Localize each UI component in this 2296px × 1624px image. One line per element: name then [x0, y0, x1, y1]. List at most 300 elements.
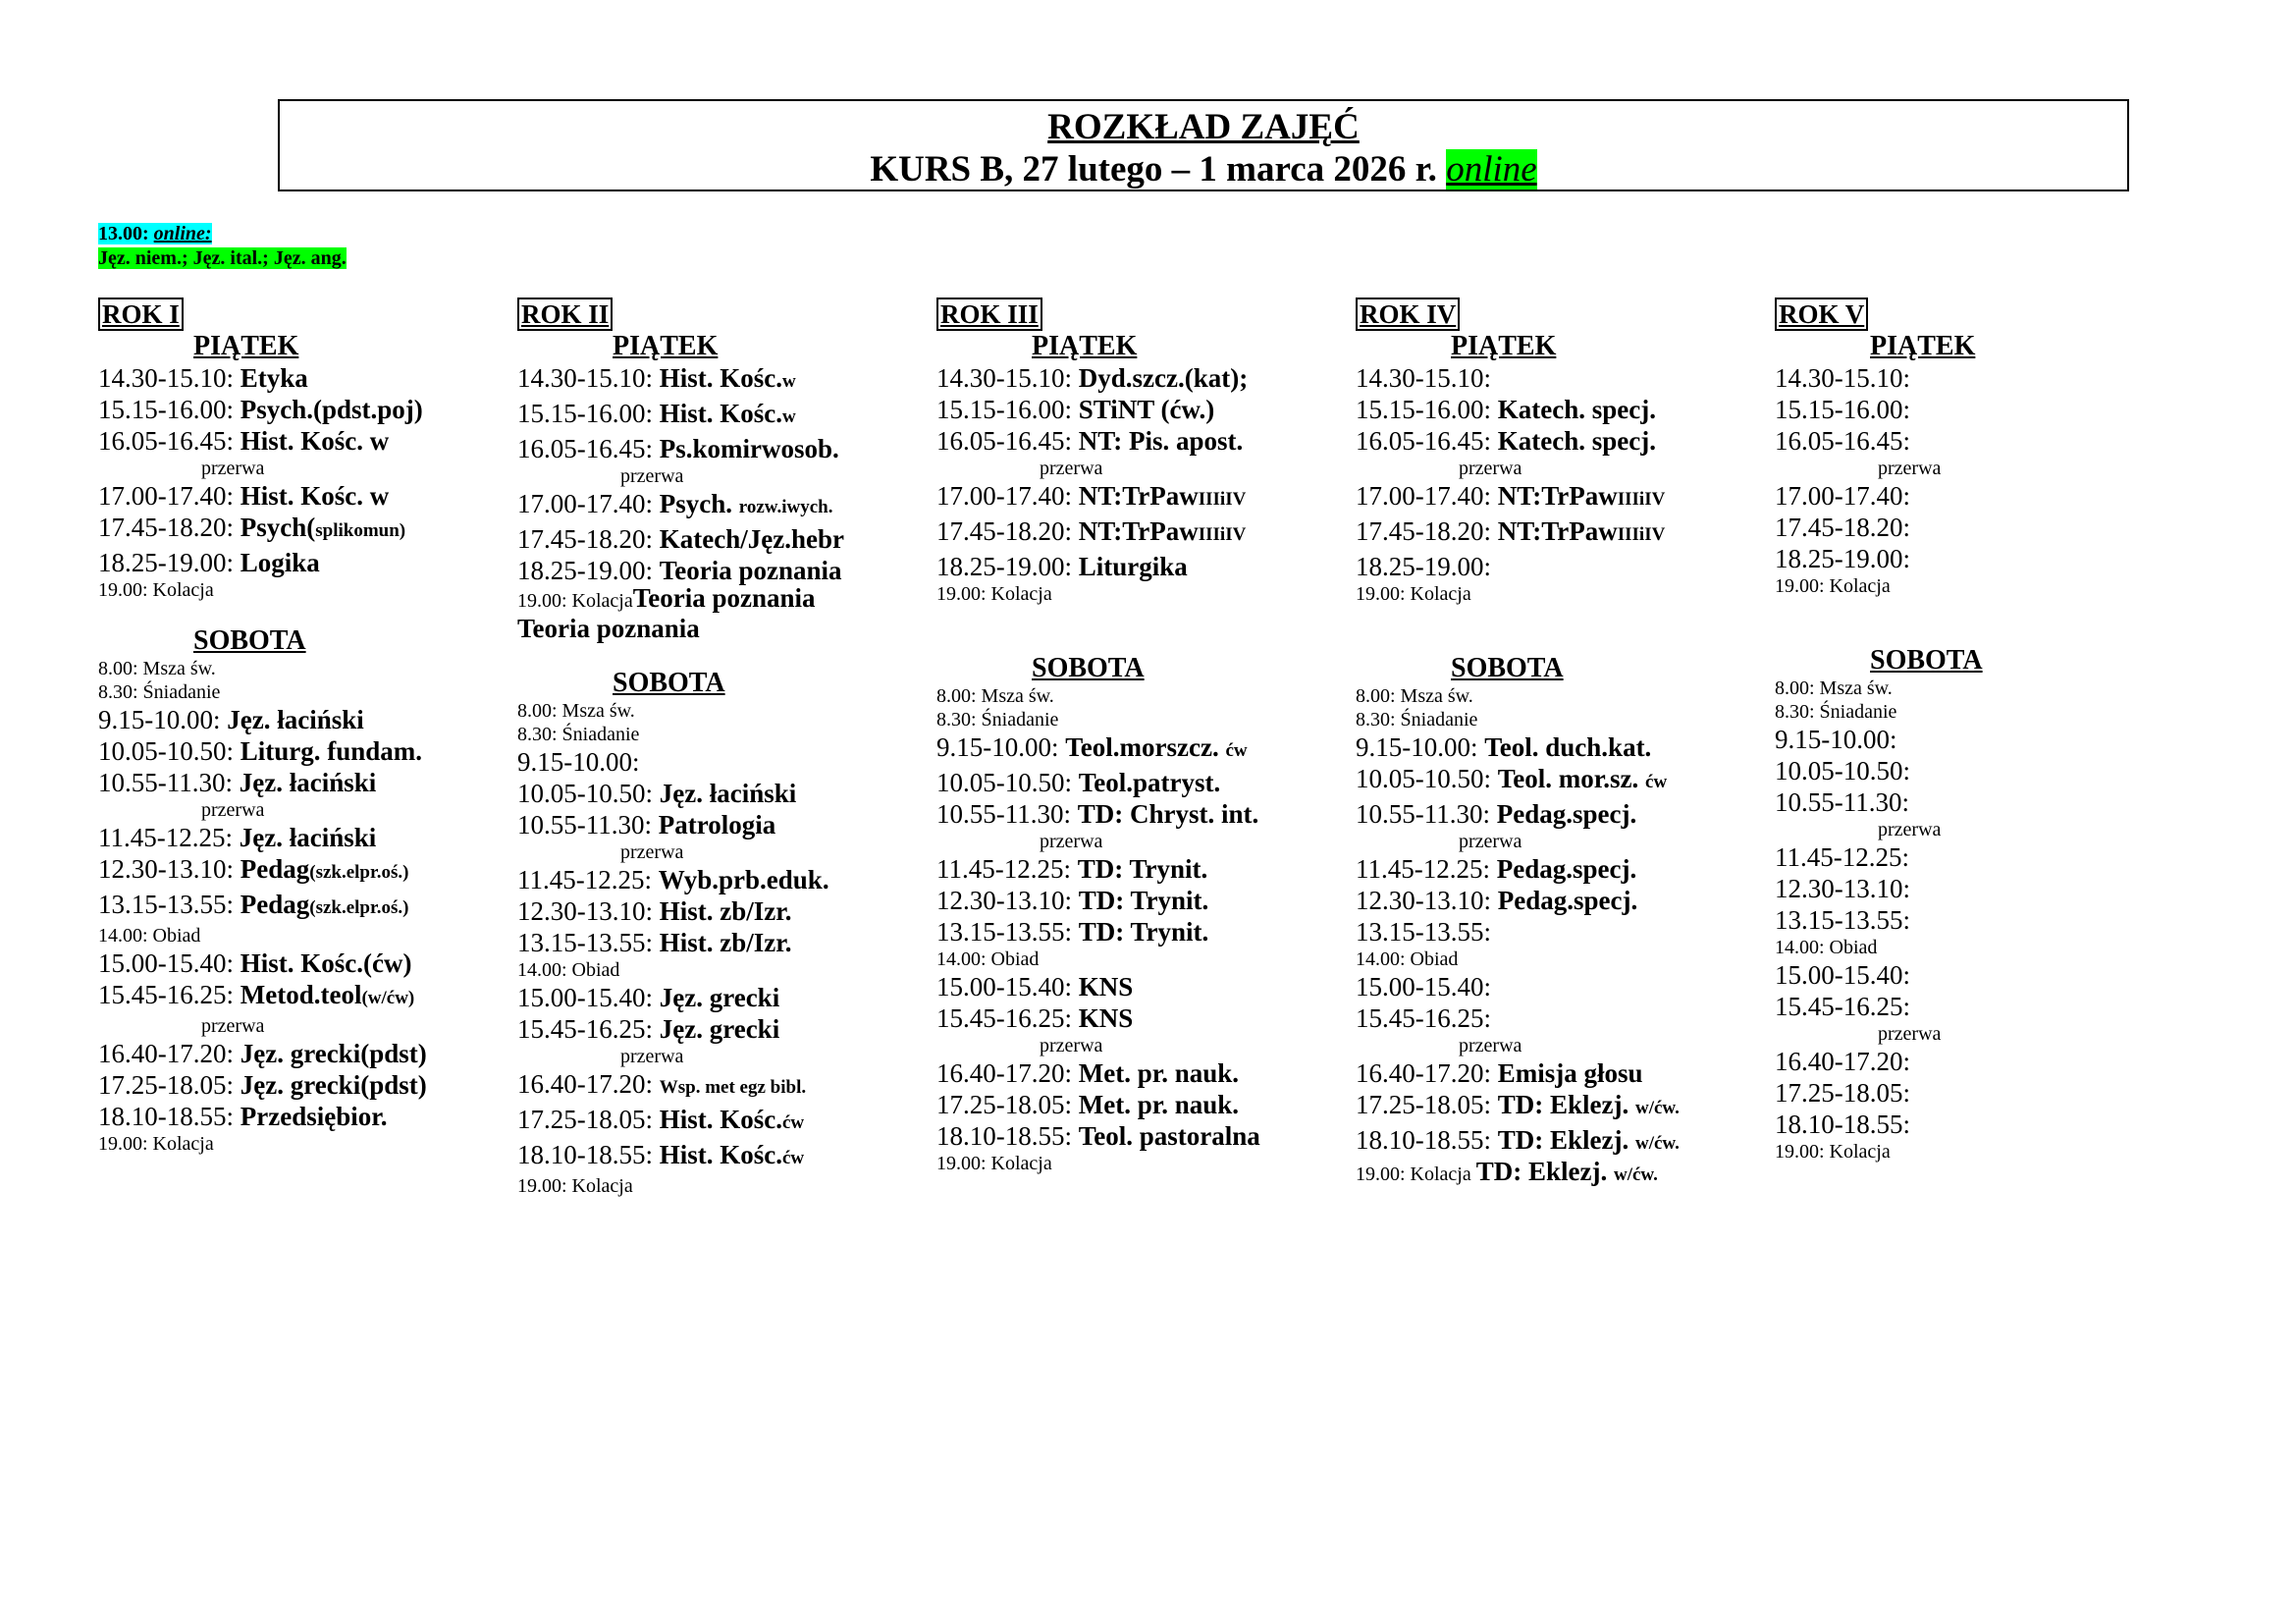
subject: Psych. rozw.iwych. [659, 489, 833, 518]
meal-row: 8.00: Msza św. [1775, 677, 1893, 699]
subject: Jęz. łaciński [239, 768, 377, 797]
break-row: przerwa [1040, 1035, 1103, 1056]
time-slot: 14.30-15.10: [98, 363, 240, 393]
time-slot: 13.15-13.55: [936, 917, 1079, 947]
time-slot: 12.30-13.10: [1356, 886, 1498, 915]
spacer [936, 629, 1349, 653]
subject-note: w/ćw. [1634, 1133, 1680, 1154]
time-slot: 16.40-17.20: [1775, 1047, 1910, 1076]
day-heading: SOBOTA [613, 668, 725, 698]
meal-row: 8.30: Śniadanie [517, 724, 640, 745]
day-heading: SOBOTA [1870, 645, 1983, 676]
schedule-row [936, 1120, 1349, 1152]
schedule-row [1775, 394, 2187, 425]
schedule-row [1775, 1077, 2187, 1109]
schedule-row [936, 480, 1349, 515]
year-label: ROK II [517, 298, 613, 331]
subject: Psych.(pdst.poj) [240, 395, 423, 424]
subject: KNS [1078, 972, 1134, 1001]
break-row: przerwa [1878, 1023, 1942, 1045]
meal-row: 8.30: Śniadanie [1775, 701, 1897, 723]
subject: Jęz. grecki [659, 983, 780, 1012]
schedule-row [98, 425, 510, 457]
schedule-row [98, 767, 510, 798]
time-slot: 17.00-17.40: [936, 481, 1079, 511]
day-heading: PIĄTEK [193, 331, 299, 361]
schedule-row [936, 394, 1349, 425]
schedule-row [1356, 971, 1768, 1002]
schedule-row [1775, 425, 2187, 457]
time-slot: 10.55-11.30: [517, 810, 659, 839]
page-subtitle [280, 148, 2127, 191]
subject: Katech/Jęz.hebr [659, 524, 844, 554]
subject: Emisja głosu [1497, 1058, 1643, 1088]
subject-note: ćw [1225, 740, 1248, 761]
break-row: przerwa [620, 841, 684, 863]
schedule-row [1775, 904, 2187, 936]
time-slot: 9.15-10.00: [98, 705, 228, 734]
day-heading: PIĄTEK [1032, 331, 1138, 361]
schedule-row [517, 778, 930, 809]
time-slot: 11.45-12.25: [1356, 854, 1497, 884]
schedule-row [517, 555, 930, 586]
title-box [278, 99, 2129, 191]
spacer [1775, 622, 2187, 645]
subject: Hist. Kośc.w [659, 399, 796, 428]
day-heading: PIĄTEK [613, 331, 719, 361]
subject: Jęz. łaciński [227, 705, 364, 734]
time-slot: 14.30-15.10: [1775, 363, 1910, 393]
schedule-row [517, 1104, 930, 1139]
subject: Jęz. łaciński [239, 823, 377, 852]
schedule-row [1775, 755, 2187, 786]
day-heading: SOBOTA [193, 625, 306, 656]
time-slot: 17.00-17.40: [98, 481, 240, 511]
time-slot: 10.05-10.50: [98, 736, 240, 766]
subject: Pedag(szk.elpr.oś.) [240, 890, 409, 919]
subject: STiNT (ćw.) [1078, 395, 1215, 424]
time-slot: 16.05-16.45: [1356, 426, 1498, 456]
schedule-row [98, 735, 510, 767]
online-note-label: online: [153, 223, 212, 244]
subtitle-text: KURS B, 27 lutego – 1 marca 2026 r. [870, 149, 1447, 189]
meal-row: 19.00: Kolacja [98, 579, 214, 601]
schedule-row [98, 394, 510, 425]
day-heading: PIĄTEK [1870, 331, 1976, 361]
schedule-row [517, 398, 930, 433]
schedule-row [1775, 480, 2187, 512]
schedule-row [936, 885, 1349, 916]
subject-note: ćw [1645, 772, 1668, 792]
schedule-row [98, 853, 510, 889]
subject: Katech. specj. [1497, 395, 1656, 424]
meal-row [517, 583, 930, 613]
schedule-row [1775, 1109, 2187, 1140]
time-slot: 13.15-13.55: [98, 890, 240, 919]
time-slot: 16.40-17.20: [517, 1069, 660, 1099]
schedule-row [517, 613, 930, 644]
time-slot: 15.45-16.25: [98, 980, 240, 1009]
online-note-time: 13.00: [98, 223, 149, 244]
schedule-row [936, 362, 1349, 394]
subject: NT:TrPawIIIiIV [1497, 516, 1666, 546]
subject: Etyka [240, 363, 308, 393]
schedule-row [98, 947, 510, 979]
schedule-row [936, 515, 1349, 551]
subject-note: ćw [782, 1148, 805, 1168]
time-slot: 18.10-18.55: [936, 1121, 1079, 1151]
schedule-row [1775, 543, 2187, 574]
schedule-row [98, 1101, 510, 1132]
subject-note: IIIiIV [1198, 524, 1247, 545]
spacer [517, 644, 930, 668]
time-slot: 10.05-10.50: [936, 768, 1079, 797]
subject: TD: Trynit. [1078, 917, 1209, 947]
time-slot: 10.55-11.30: [1775, 787, 1909, 817]
break-row: przerwa [1878, 819, 1942, 840]
subject: Liturg. fundam. [240, 736, 423, 766]
subject: Logika [240, 548, 320, 577]
break-row: przerwa [620, 465, 684, 487]
meal-text: 19.00: Kolacja [1356, 1164, 1476, 1185]
subject: Wyb.prb.eduk. [658, 865, 829, 894]
time-slot: 17.45-18.20: [517, 524, 660, 554]
schedule-row [1356, 551, 1768, 582]
schedule-row [1356, 916, 1768, 947]
subject: NT: Pis. apost. [1078, 426, 1244, 456]
schedule-row [1356, 1124, 1768, 1160]
time-slot: 9.15-10.00: [1356, 732, 1485, 762]
subject: Hist. Kośc.ćw [659, 1105, 805, 1134]
time-slot: 17.00-17.40: [517, 489, 660, 518]
time-slot: 15.15-16.00: [98, 395, 240, 424]
time-slot: 9.15-10.00: [1775, 725, 1897, 754]
year-label: ROK I [98, 298, 184, 331]
schedule-row [936, 971, 1349, 1002]
day-heading: SOBOTA [1451, 653, 1564, 683]
time-slot: 15.15-16.00: [1356, 395, 1498, 424]
schedule-row [1775, 991, 2187, 1022]
time-slot: 10.05-10.50: [1356, 764, 1498, 793]
subject: Pedag.specj. [1496, 854, 1637, 884]
schedule-row [1356, 515, 1768, 551]
meal-text: 19.00: Kolacja [517, 590, 633, 612]
subject: Met. pr. nauk. [1078, 1058, 1240, 1088]
year-label: ROK V [1775, 298, 1868, 331]
subject: Pedag.specj. [1497, 886, 1638, 915]
time-slot: 18.10-18.55: [1356, 1125, 1498, 1155]
time-slot: 17.45-18.20: [936, 516, 1079, 546]
meal-row: 19.00: Kolacja [936, 583, 1052, 605]
schedule-row [1775, 959, 2187, 991]
time-slot: 16.40-17.20: [936, 1058, 1079, 1088]
schedule-row [1775, 1046, 2187, 1077]
subject-note: (w/ćw) [361, 988, 415, 1008]
subject-note: Wsp. met egz bibl. [659, 1077, 807, 1098]
meal-row: 14.00: Obiad [1356, 948, 1459, 970]
time-slot: 17.00-17.40: [1356, 481, 1498, 511]
schedule-row [517, 864, 930, 895]
break-row: przerwa [201, 799, 265, 821]
schedule-row [936, 731, 1349, 767]
schedule-row [936, 551, 1349, 582]
time-slot: 11.45-12.25: [517, 865, 659, 894]
time-slot: 11.45-12.25: [98, 823, 240, 852]
schedule-row [1356, 1089, 1768, 1124]
spacer [936, 606, 1349, 629]
subject-note: IIIiIV [1198, 489, 1247, 510]
schedule-row [98, 704, 510, 735]
time-slot: 13.15-13.55: [1775, 905, 1910, 935]
time-slot: 17.45-18.20: [1356, 516, 1498, 546]
meal-row: 8.30: Śniadanie [936, 709, 1059, 731]
time-slot: 14.30-15.10: [936, 363, 1079, 393]
schedule-row [517, 982, 930, 1013]
schedule-row [98, 1069, 510, 1101]
subject: Pedag.specj. [1496, 799, 1637, 829]
subject: TD: Eklezj. w/ćw. [1475, 1157, 1658, 1186]
break-row: przerwa [1459, 831, 1522, 852]
time-slot: 15.45-16.25: [936, 1003, 1079, 1033]
subject-note: (szk.elpr.oś.) [309, 862, 409, 883]
time-slot: 16.05-16.45: [98, 426, 240, 456]
day-heading: PIĄTEK [1451, 331, 1557, 361]
break-row: przerwa [1040, 831, 1103, 852]
spacer [1775, 598, 2187, 622]
schedule-row [517, 362, 930, 398]
subject: Teol. mor.sz. ćw [1497, 764, 1668, 793]
subject: Hist. Kośc.(ćw) [240, 948, 412, 978]
subject: Jęz. grecki(pdst) [240, 1070, 427, 1100]
schedule-row [98, 512, 510, 547]
time-slot: 17.25-18.05: [98, 1070, 240, 1100]
time-slot: 11.45-12.25: [936, 854, 1078, 884]
time-slot: 13.15-13.55: [1356, 917, 1491, 947]
time-slot: 15.45-16.25: [1356, 1003, 1491, 1033]
meal-row: 19.00: Kolacja [98, 1133, 214, 1155]
subject-note: splikomun) [315, 520, 406, 541]
subject-note: (szk.elpr.oś.) [309, 897, 409, 918]
subject-note: w [782, 371, 796, 392]
time-slot: 14.30-15.10: [517, 363, 660, 393]
time-slot: 15.00-15.40: [936, 972, 1079, 1001]
schedule-row [936, 1089, 1349, 1120]
meal-row: 8.30: Śniadanie [98, 681, 221, 703]
time-slot: 15.00-15.40: [517, 983, 660, 1012]
meal-row: 8.00: Msza św. [517, 700, 635, 722]
schedule-row [98, 362, 510, 394]
subject: Teoria poznania [632, 583, 816, 613]
time-slot: 18.10-18.55: [1775, 1110, 1910, 1139]
schedule-row [517, 746, 930, 778]
subject: Metod.teol(w/ćw) [240, 980, 415, 1009]
subject: Ps.komirwosob. [659, 434, 839, 463]
subject-note: w/ćw. [1634, 1098, 1680, 1118]
subject: Jęz. grecki(pdst) [240, 1039, 427, 1068]
time-slot: 15.00-15.40: [1356, 972, 1491, 1001]
time-slot: 18.25-19.00: [1775, 544, 1910, 573]
schedule-row [1356, 798, 1768, 830]
year-label: ROK IV [1356, 298, 1460, 331]
subject: Teol. pastoralna [1078, 1121, 1260, 1151]
schedule-row [517, 433, 930, 464]
time-slot: 18.25-19.00: [98, 548, 240, 577]
schedule-row [936, 767, 1349, 798]
subject: Hist. Kośc.w [659, 363, 796, 393]
meal-row: 19.00: Kolacja [517, 1175, 633, 1197]
meal-row: 8.30: Śniadanie [1356, 709, 1478, 731]
subject: Katech. specj. [1497, 426, 1656, 456]
break-row: przerwa [1459, 458, 1522, 479]
schedule-row [936, 1002, 1349, 1034]
time-slot: 17.25-18.05: [517, 1105, 660, 1134]
schedule-row [1775, 841, 2187, 873]
break-row: przerwa [620, 1046, 684, 1067]
year-label: ROK III [936, 298, 1042, 331]
time-slot: 18.25-19.00: [936, 552, 1079, 581]
online-highlight: online [1446, 149, 1537, 189]
schedule-row [98, 889, 510, 924]
meal-row: 8.00: Msza św. [98, 658, 216, 679]
time-slot: 14.30-15.10: [1356, 363, 1491, 393]
schedule-row [517, 1139, 930, 1174]
schedule-row [517, 523, 930, 555]
break-row: przerwa [1040, 458, 1103, 479]
time-slot: 11.45-12.25: [1775, 842, 1909, 872]
schedule-row [1356, 731, 1768, 763]
time-slot: 17.25-18.05: [1356, 1090, 1498, 1119]
subject: Teoria poznania [517, 614, 700, 643]
time-slot: 18.10-18.55: [98, 1102, 240, 1131]
break-row: przerwa [201, 1015, 265, 1037]
schedule-row [1775, 873, 2187, 904]
time-slot: 9.15-10.00: [936, 732, 1066, 762]
subject: Hist. zb/Izr. [659, 928, 792, 957]
schedule-row [1356, 1057, 1768, 1089]
time-slot: 10.55-11.30: [936, 799, 1078, 829]
subject: KNS [1078, 1003, 1134, 1033]
year-column [936, 298, 1349, 1175]
time-slot: 18.25-19.00: [517, 556, 660, 585]
year-column [517, 298, 930, 1198]
schedule-row [936, 916, 1349, 947]
schedule-row [936, 853, 1349, 885]
meal-row: 14.00: Obiad [936, 948, 1040, 970]
subject: Patrologia [658, 810, 776, 839]
subject: Dyd.szcz.(kat); [1078, 363, 1249, 393]
schedule-row [1356, 1002, 1768, 1034]
time-slot: 15.45-16.25: [1775, 992, 1910, 1021]
time-slot: 17.45-18.20: [98, 513, 240, 542]
schedule-row [1356, 425, 1768, 457]
subject [660, 1069, 806, 1099]
time-slot: 16.40-17.20: [1356, 1058, 1498, 1088]
subject: Hist. zb/Izr. [659, 896, 792, 926]
subject-note: w/ćw. [1613, 1164, 1658, 1185]
subject: NT:TrPawIIIiIV [1497, 481, 1666, 511]
schedule-row [1775, 786, 2187, 818]
schedule-row [1775, 724, 2187, 755]
schedule-row [936, 798, 1349, 830]
subject: Met. pr. nauk. [1078, 1090, 1240, 1119]
time-slot: 10.55-11.30: [1356, 799, 1497, 829]
subject: Hist. Kośc.ćw [659, 1140, 805, 1169]
subject: Pedag(szk.elpr.oś.) [240, 854, 409, 884]
subject-note: w [782, 406, 796, 427]
time-slot: 13.15-13.55: [517, 928, 660, 957]
break-row: przerwa [1459, 1035, 1522, 1056]
subject-note: IIIiIV [1617, 489, 1666, 510]
subject: Psych(splikomun) [240, 513, 406, 542]
spacer [98, 602, 510, 625]
schedule-row [1356, 853, 1768, 885]
meal-row [1356, 1157, 1768, 1187]
meal-row: 14.00: Obiad [98, 925, 201, 947]
subject: TD: Eklezj. w/ćw. [1497, 1090, 1680, 1119]
break-row: przerwa [1878, 458, 1942, 479]
subject: Przedsiębior. [240, 1102, 388, 1131]
time-slot: 12.30-13.10: [1775, 874, 1910, 903]
schedule-row [517, 809, 930, 840]
meal-row: 14.00: Obiad [517, 959, 620, 981]
subject-note: rozw.iwych. [738, 497, 833, 517]
time-slot: 16.05-16.45: [936, 426, 1079, 456]
time-slot: 15.15-16.00: [1775, 395, 1910, 424]
time-slot: 15.15-16.00: [517, 399, 660, 428]
time-slot: 10.05-10.50: [1775, 756, 1910, 785]
meal-row: 8.00: Msza św. [936, 685, 1054, 707]
schedule-row [517, 488, 930, 523]
time-slot: 18.25-19.00: [1356, 552, 1491, 581]
meal-row: 8.00: Msza św. [1356, 685, 1473, 707]
meal-row: 19.00: Kolacja [1356, 583, 1471, 605]
online-note [98, 222, 347, 271]
time-slot: 12.30-13.10: [517, 896, 660, 926]
subject: Teol.morszcz. ćw [1065, 732, 1248, 762]
subject: TD: Trynit. [1078, 886, 1209, 915]
time-slot: 12.30-13.10: [98, 854, 240, 884]
schedule-row [517, 927, 930, 958]
page-title: ROZKŁAD ZAJĘĆ [1047, 107, 1360, 147]
subject: Jęz. grecki [659, 1014, 780, 1044]
schedule-row [98, 547, 510, 578]
year-column [1775, 298, 2187, 1164]
time-slot: 10.05-10.50: [517, 779, 660, 808]
time-slot: 9.15-10.00: [517, 747, 640, 777]
subject: Hist. Kośc. w [240, 481, 390, 511]
time-slot: 15.15-16.00: [936, 395, 1079, 424]
schedule-row [1356, 480, 1768, 515]
meal-row: 19.00: Kolacja [1775, 1141, 1891, 1163]
time-slot: 17.25-18.05: [936, 1090, 1079, 1119]
subject: Teol.patryst. [1078, 768, 1221, 797]
schedule-row [936, 425, 1349, 457]
break-row: przerwa [201, 458, 265, 479]
time-slot: 18.10-18.55: [517, 1140, 660, 1169]
schedule-row [517, 895, 930, 927]
subject: Teol. duch.kat. [1484, 732, 1652, 762]
schedule-row [98, 480, 510, 512]
day-heading: SOBOTA [1032, 653, 1145, 683]
spacer [1356, 629, 1768, 653]
schedule-row [98, 822, 510, 853]
year-column [98, 298, 510, 1156]
time-slot: 10.55-11.30: [98, 768, 240, 797]
time-slot: 16.40-17.20: [98, 1039, 240, 1068]
time-slot: 17.45-18.20: [1775, 513, 1910, 542]
meal-row: 19.00: Kolacja [936, 1153, 1052, 1174]
year-column [1356, 298, 1768, 1187]
